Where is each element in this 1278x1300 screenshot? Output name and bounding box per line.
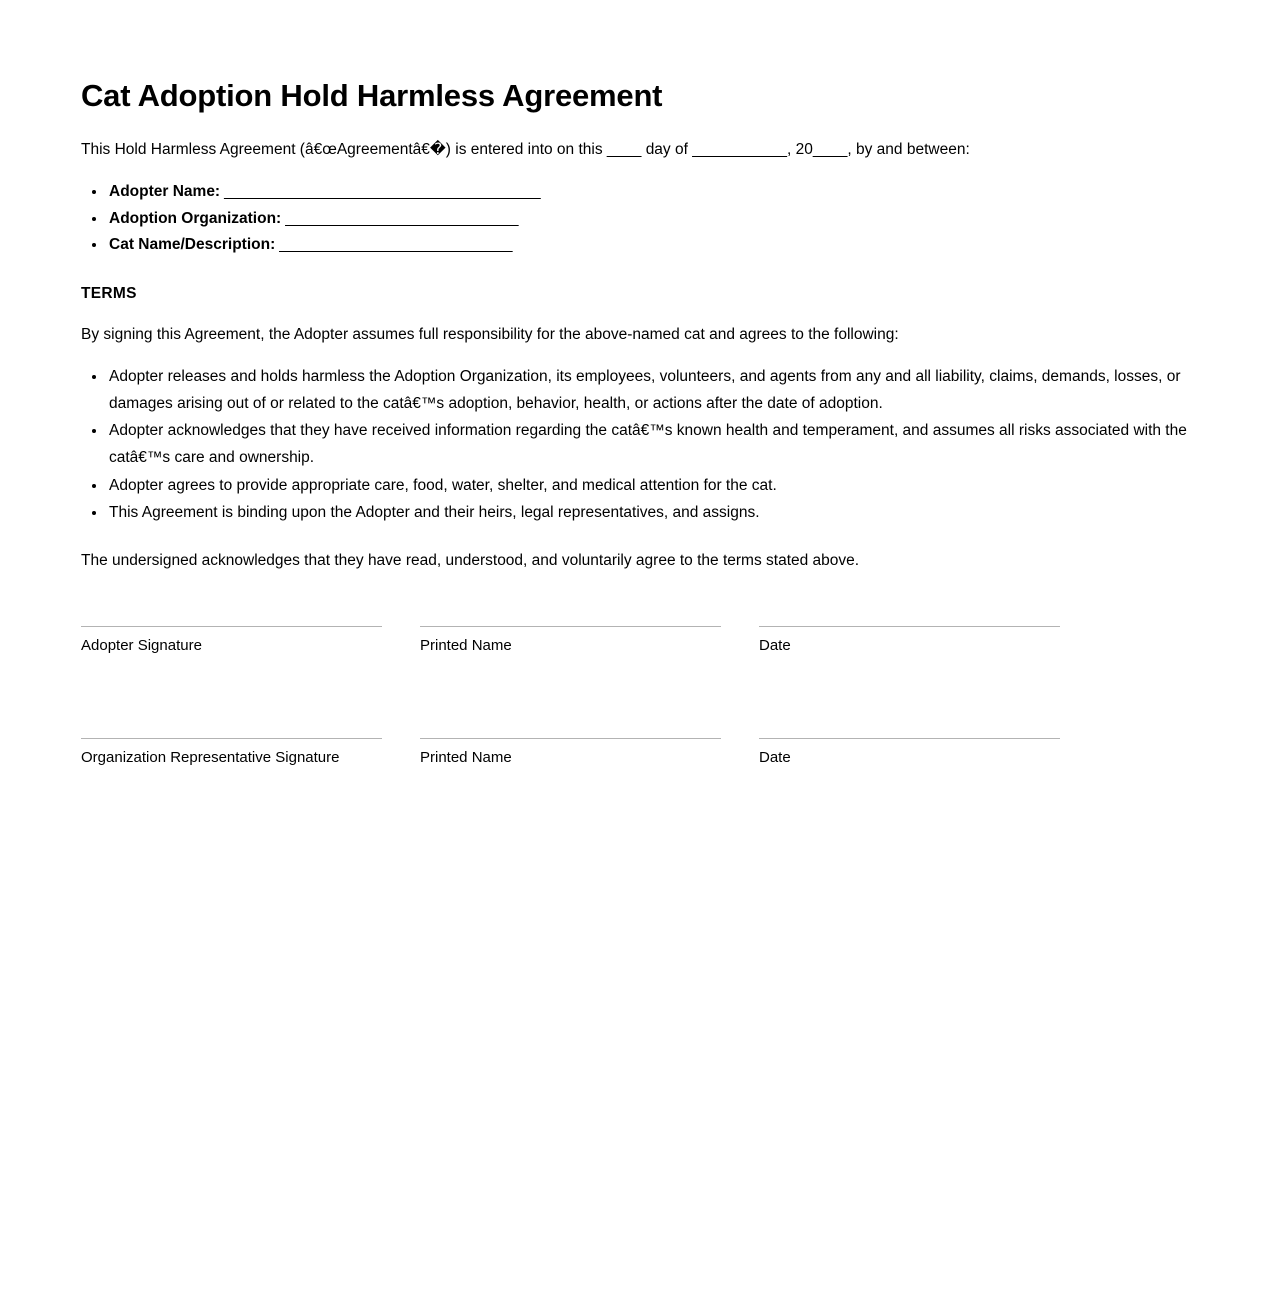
party-blank-cat-name-description[interactable]: ____________________________: [275, 236, 513, 254]
signature-label: Organization Representative Signature: [81, 749, 340, 767]
list-item: • This Agreement is binding upon the Adopter and their heirs, legal representatives, and assigns.: [107, 500, 1196, 527]
intro-paragraph: This Hold Harmless Agreement (â€œAgreementâ€�) is entered into on this ____ day of ___________, 20____, by and between:: [81, 140, 970, 158]
list-item: • Adopter acknowledges that they have received information regarding the catâ€™s known health and temperament, and assumes all risks associated with the catâ€™s care and ownership.: [107, 418, 1196, 471]
terms-intro-paragraph: By signing this Agreement, the Adopter assumes full responsibility for the above-named cat and agrees to the following:: [81, 325, 899, 343]
signature-line[interactable]: [420, 626, 721, 627]
signature-field-adopter-date[interactable]: [759, 626, 1060, 656]
list-item: [107, 179, 1196, 206]
signature-field-organization-printed-name[interactable]: [420, 738, 721, 768]
signature-line[interactable]: [420, 738, 721, 739]
party-label-adopter-name: Adopter Name:: [109, 182, 221, 200]
party-label-cat-name-description: Cat Name/Description:: [109, 236, 276, 254]
signature-block: [81, 626, 1196, 768]
signature-field-organization-signature[interactable]: [81, 738, 382, 768]
party-info-list: [81, 179, 1196, 259]
party-label-adoption-organization: Adoption Organization:: [109, 209, 282, 227]
signature-field-adopter-signature[interactable]: [81, 626, 382, 656]
signature-label: Printed Name: [420, 637, 512, 655]
acknowledgement-paragraph: The undersigned acknowledges that they have read, understood, and voluntarily agree to the terms stated above.: [81, 552, 860, 570]
list-item: • Adopter agrees to provide appropriate care, food, water, shelter, and medical attention for the cat.: [107, 473, 1196, 500]
list-item: • Adopter releases and holds harmless the Adoption Organization, its employees, volunteers, and agents from any and all liability, claims, demands, losses, or damages arising out of or related to the catâ€™s adoption, behavior, health, or actions after the date of adoption.: [107, 364, 1196, 417]
signature-line[interactable]: [81, 738, 382, 739]
signature-line[interactable]: [759, 626, 1060, 627]
terms-list: [81, 364, 1196, 527]
signature-label: Adopter Signature: [81, 637, 202, 655]
signature-line[interactable]: [759, 738, 1060, 739]
signature-label: Date: [759, 637, 791, 655]
signature-row-adopter: [81, 626, 1196, 656]
terms-heading: TERMS: [81, 284, 137, 302]
signature-label: Date: [759, 749, 791, 767]
signature-field-organization-date[interactable]: [759, 738, 1060, 768]
list-item: [107, 232, 1196, 259]
list-item: [107, 206, 1196, 233]
signature-line[interactable]: [81, 626, 382, 627]
signature-label: Printed Name: [420, 749, 512, 767]
signature-field-adopter-printed-name[interactable]: [420, 626, 721, 656]
page-title: Cat Adoption Hold Harmless Agreement: [81, 78, 663, 113]
party-blank-adoption-organization[interactable]: ____________________________: [281, 209, 519, 227]
signature-row-organization: [81, 738, 1196, 768]
party-blank-adopter-name[interactable]: ______________________________________: [220, 182, 541, 200]
